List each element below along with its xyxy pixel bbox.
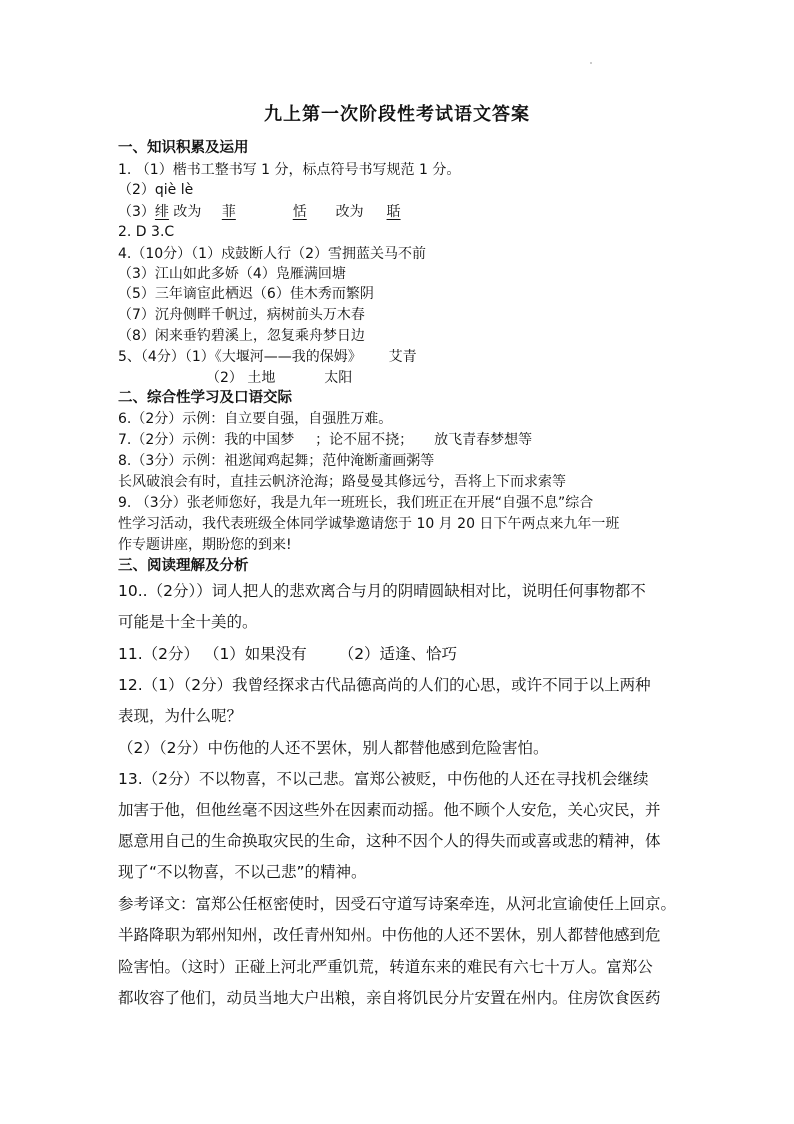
q5-1-author: 艾青 (388, 349, 417, 365)
q7-text-1: 7.（2分）示例：我的中国梦 (118, 432, 295, 448)
answer-q12-2: 表现，为什么呢？ (118, 707, 243, 725)
answer-q10-1: 10..（2分））词人把人的悲欢离合与月的阴晴圆缺相对比，说明任何事物都不 (118, 582, 646, 600)
answer-q13-4: 现了“不以物喜，不以己悲”的精神。 (118, 863, 367, 881)
reference-translation-1: 参考译文：富郑公任枢密使时，因受石守道写诗案牵连，从河北宣谕使任上回京。 (118, 895, 677, 913)
answer-q4-3: （5）三年谪宦此栖迟（6）佳木秀而繁阴 (118, 286, 374, 302)
answer-q1-3 (118, 202, 409, 222)
answer-q8-1: 8.（3分）示例：祖逖闻鸡起舞；范仲淹断齑画粥等 (118, 453, 435, 469)
answer-q9-1: 9. （3分）张老师您好，我是九年一班班长，我们班正在开展“自强不息”综合 (118, 495, 594, 511)
answer-q8-2: 长风破浪会有时，直挂云帆济沧海；路曼曼其修远兮，吾将上下而求索等 (118, 474, 566, 490)
reference-translation-3: 险害怕。（这时）正碰上河北严重饥荒，转道东来的难民有六七十万人。富郑公 (118, 958, 653, 976)
answer-q13-1: 13.（2分）不以物喜，不以己悲。富郑公被贬，中伤他的人还在寻找机会继续 (118, 770, 649, 788)
q7-text-2: ；论不屈不挠； (315, 432, 414, 448)
answer-q13-3: 愿意用自己的生命换取灾民的生命，这种不因个人的得失而或喜或悲的精神，体 (118, 832, 661, 850)
scan-speck (590, 62, 592, 64)
reference-translation-4: 都收容了他们，动员当地大户出粮，亲自将饥民分片安置在州内。住房饮食医药 (118, 989, 661, 1007)
q5-2-text: （2） 土地 (206, 370, 276, 386)
q5-2-second: 太阳 (324, 370, 353, 386)
correct-char-1: 菲 (221, 204, 236, 220)
answer-q5-2 (206, 368, 352, 388)
answer-q4-1: 4.（10分）（1）戍鼓断人行（2）雪拥蓝关马不前 (118, 246, 426, 262)
q11-text-1: 11.（2分） （1）如果没有 (118, 645, 307, 663)
section-heading-reading: 三、阅读理解及分析 (118, 558, 249, 574)
answer-q9-2: 性学习活动，我代表班级全体同学诚挚邀请您于 10 月 20 日下午两点来九年一班 (118, 516, 620, 532)
answer-q1-2: （2）qiè lè (118, 182, 194, 198)
answer-q11 (118, 643, 457, 665)
q1-3-change-1: 改为 (173, 204, 202, 220)
page-title: 九上第一次阶段性考试语文答案 (264, 104, 530, 125)
wrong-char-1: 绯 (154, 204, 169, 220)
q1-3-change-2: 改为 (335, 204, 364, 220)
answer-q12-3: （2）（2分）中伤他的人还不罢休，别人都替他感到危险害怕。 (118, 739, 549, 757)
answer-q13-2: 加害于他，但他丝毫不因这些外在因素而动摇。他不顾个人安危，关心灾民，并 (118, 801, 661, 819)
q5-1-text: 5、（4分）（1）《大堰河——我的保姆》 (118, 349, 362, 365)
answer-q2-q3: 2. D 3.C (118, 224, 175, 240)
answer-q5-1 (118, 347, 417, 367)
section-heading-knowledge: 一、知识积累及运用 (118, 140, 249, 156)
answer-q4-4: （7）沉舟侧畔千帆过，病树前头万木春 (118, 307, 365, 323)
answer-q4-2: （3）江山如此多娇（4）凫雁满回塘 (118, 266, 346, 282)
answer-q1-1: 1. （1）楷书工整书写 1 分，标点符号书写规范 1 分。 (118, 162, 461, 178)
answer-q7 (118, 430, 532, 450)
answer-q12-1: 12.（1）（2分）我曾经探求古代品德高尚的人们的心思，或许不同于以上两种 (118, 676, 651, 694)
answer-q4-5: （8）闲来垂钓碧溪上，忽复乘舟梦日边 (118, 328, 365, 344)
reference-translation-2: 半路降职为郓州知州，改任青州知州。中伤他的人还不罢休，别人都替他感到危 (118, 926, 661, 944)
wrong-char-2: 恬 (292, 204, 307, 220)
answer-q6: 6.（2分）示例：自立要自强，自强胜万难。 (118, 411, 393, 427)
q1-3-label: （3） (118, 204, 155, 220)
section-heading-comprehensive: 二、综合性学习及口语交际 (118, 390, 292, 406)
q11-text-2: （2）适逢、恰巧 (338, 645, 458, 663)
answer-q9-3: 作专题讲座，期盼您的到来! (118, 537, 292, 553)
correct-char-2: 聒 (386, 204, 401, 220)
answer-q10-2: 可能是十全十美的。 (118, 613, 258, 631)
q7-text-3: 放飞青春梦想等 (434, 432, 533, 448)
